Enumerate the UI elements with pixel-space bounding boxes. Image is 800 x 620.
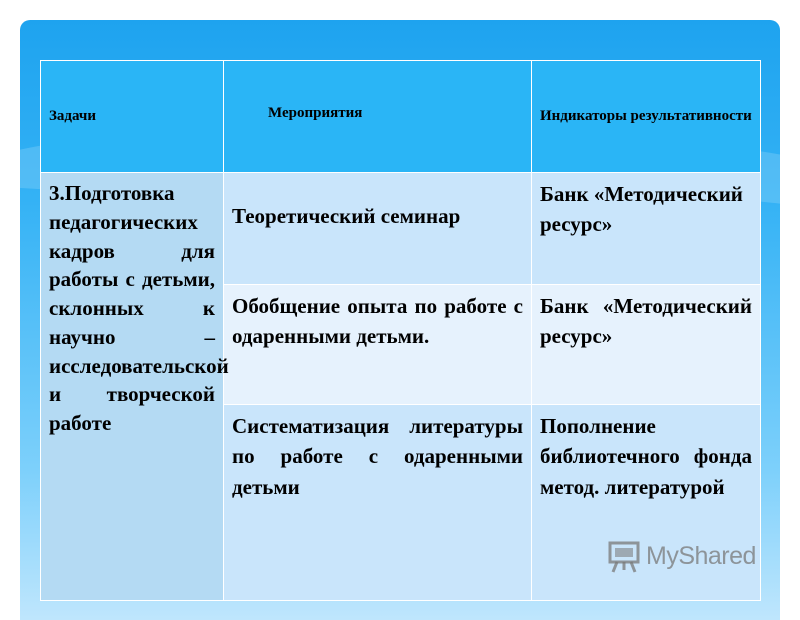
indicator-cell: Банк «Методический ресурс» (532, 173, 761, 285)
indicator-cell: Банк «Методический ресурс» (532, 285, 761, 405)
event-cell: Обобщение опыта по работе с одаренными детьми. (224, 285, 532, 405)
event-cell: Систематизация литературы по работе с одаренными детьми (224, 405, 532, 601)
task-cell: 3.Подготовка педагогических кадров для работы с детьми, склонных к научно – исследовательской и творческой работе (41, 173, 224, 601)
indicator-cell: Пополнение библиотечного фонда метод. литературой (532, 405, 761, 601)
header-tasks: Задачи (41, 61, 224, 173)
watermark-text: MyShared (646, 541, 756, 570)
presentation-board-icon (606, 538, 642, 574)
event-cell: Теоретический семинар (224, 173, 532, 285)
table-row (41, 173, 761, 285)
table-header-row (41, 61, 761, 173)
header-events: Мероприятия (224, 61, 532, 173)
tasks-table (40, 60, 761, 601)
header-indicators: Индикаторы результативности (532, 61, 761, 173)
watermark-logo (606, 536, 766, 576)
